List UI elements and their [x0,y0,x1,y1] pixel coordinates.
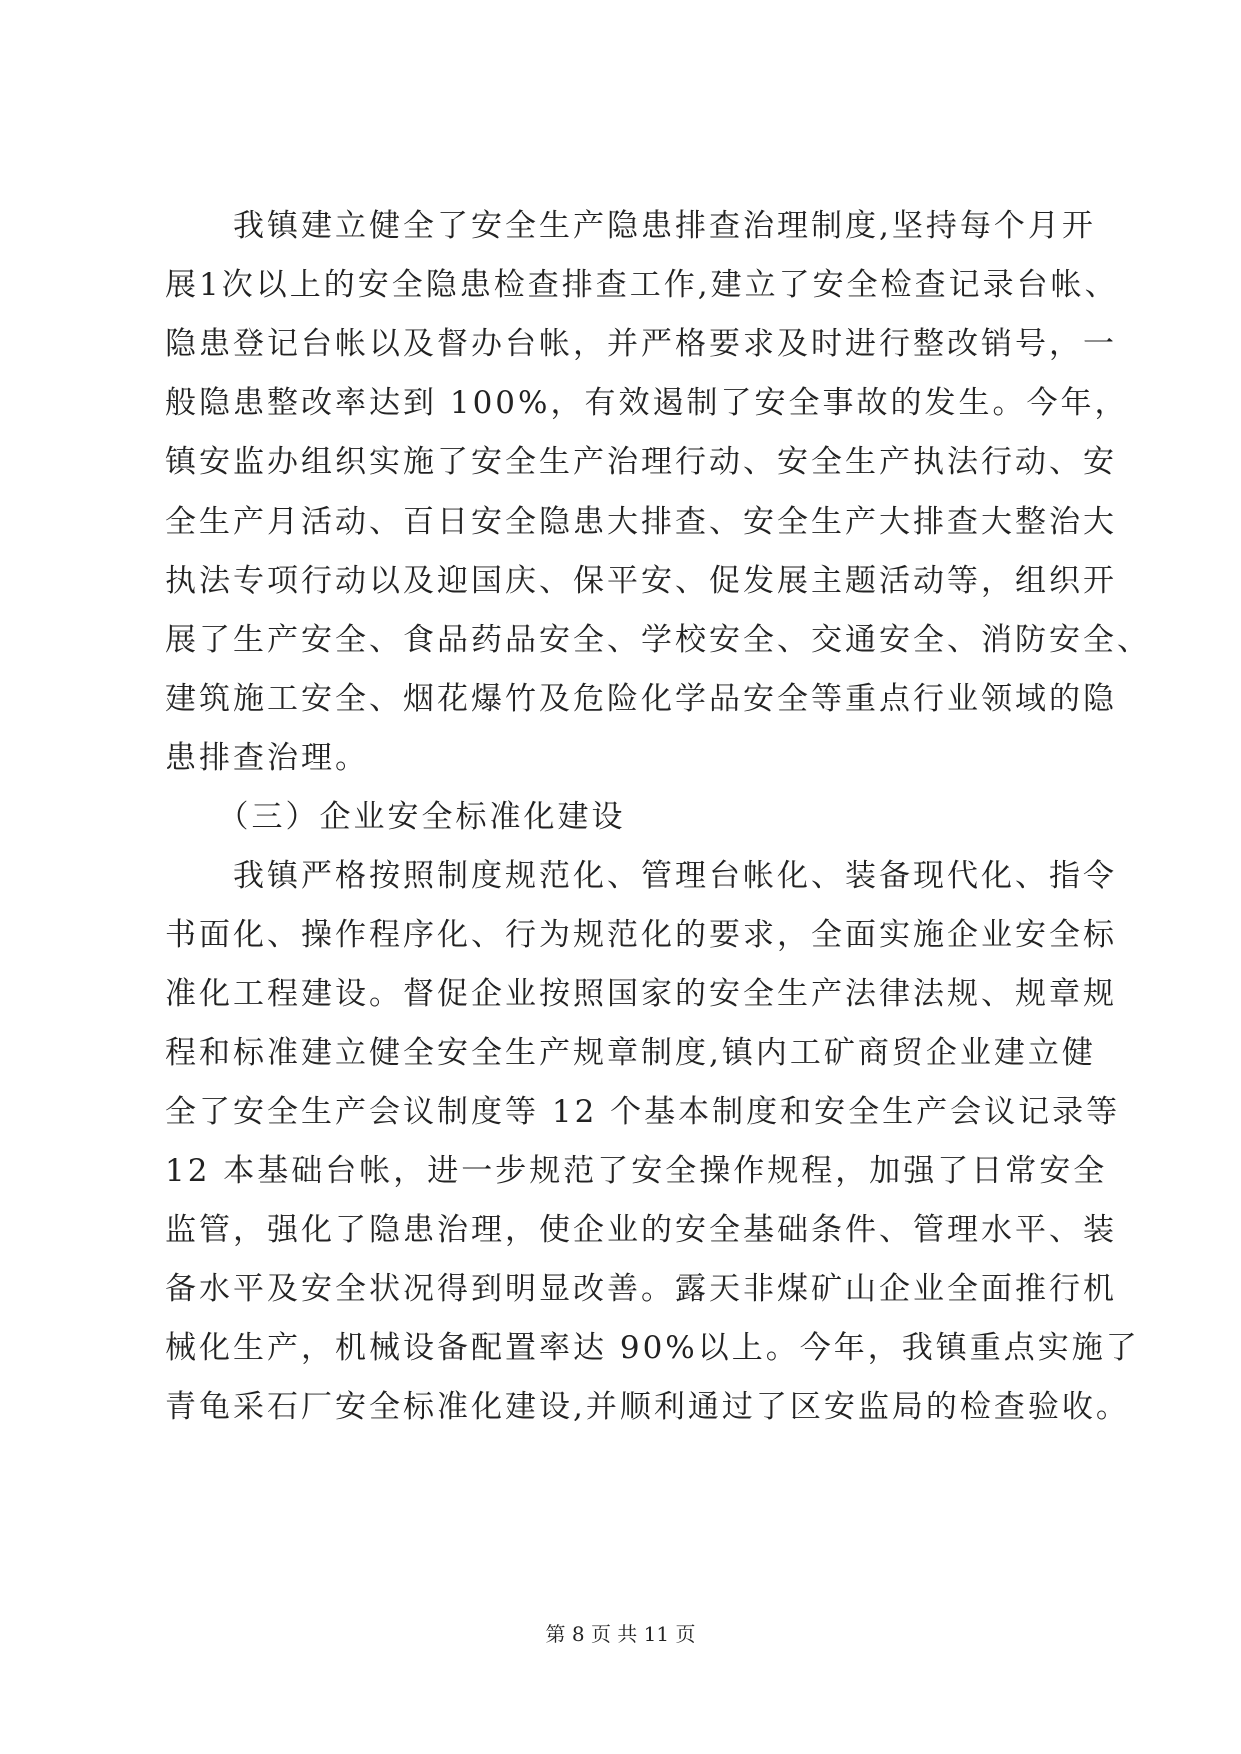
paragraph-line: 监管，强化了隐患治理，使企业的安全基础条件、管理水平、装 [165,1212,1117,1248]
paragraph-line: 青龟采石厂安全标准化建设,并顺利通过了区安监局的检查验收。 [165,1389,1130,1425]
paragraph-line: 建筑施工安全、烟花爆竹及危险化学品安全等重点行业领域的隐 [165,681,1117,717]
paragraph-line: 展1次以上的安全隐患检查排查工作,建立了安全检查记录台帐、 [165,267,1119,303]
paragraph-line: 全了安全生产会议制度等 12 个基本制度和安全生产会议记录等 [165,1094,1121,1130]
paragraph-line: 备水平及安全状况得到明显改善。露天非煤矿山企业全面推行机 [165,1271,1117,1307]
paragraph-line: 般隐患整改率达到 100%，有效遏制了安全事故的发生。今年， [165,385,1129,421]
paragraph-line: 全生产月活动、百日安全隐患大排查、安全生产大排查大整治大 [165,504,1117,540]
paragraph-line: 我镇建立健全了安全生产隐患排查治理制度,坚持每个月开 [165,208,1096,244]
paragraph-line: 镇安监办组织实施了安全生产治理行动、安全生产执法行动、安 [165,444,1117,480]
paragraph-line: 隐患登记台帐以及督办台帐，并严格要求及时进行整改销号，一 [165,326,1117,362]
paragraph-line: 12 本基础台帐，进一步规范了安全操作规程，加强了日常安全 [165,1153,1108,1189]
paragraph-line: 我镇严格按照制度规范化、管理台帐化、装备现代化、指令 [165,858,1117,894]
page-footer: 第 8 页 共 11 页 [545,1622,696,1646]
paragraph-line: 书面化、操作程序化、行为规范化的要求，全面实施企业安全标 [165,917,1117,953]
paragraph-line: 械化生产，机械设备配置率达 90%以上。今年，我镇重点实施了 [165,1330,1140,1366]
paragraph-line: 患排查治理。 [165,740,369,776]
section-heading: （三）企业安全标准化建设 [165,799,626,835]
paragraph-line: 展了生产安全、食品药品安全、学校安全、交通安全、消防安全、 [165,622,1151,658]
paragraph-line: 程和标准建立健全安全生产规章制度,镇内工矿商贸企业建立健 [165,1035,1096,1071]
paragraph-line: 执法专项行动以及迎国庆、保平安、促发展主题活动等，组织开 [165,563,1117,599]
paragraph-line: 准化工程建设。督促企业按照国家的安全生产法律法规、规章规 [165,976,1117,1012]
